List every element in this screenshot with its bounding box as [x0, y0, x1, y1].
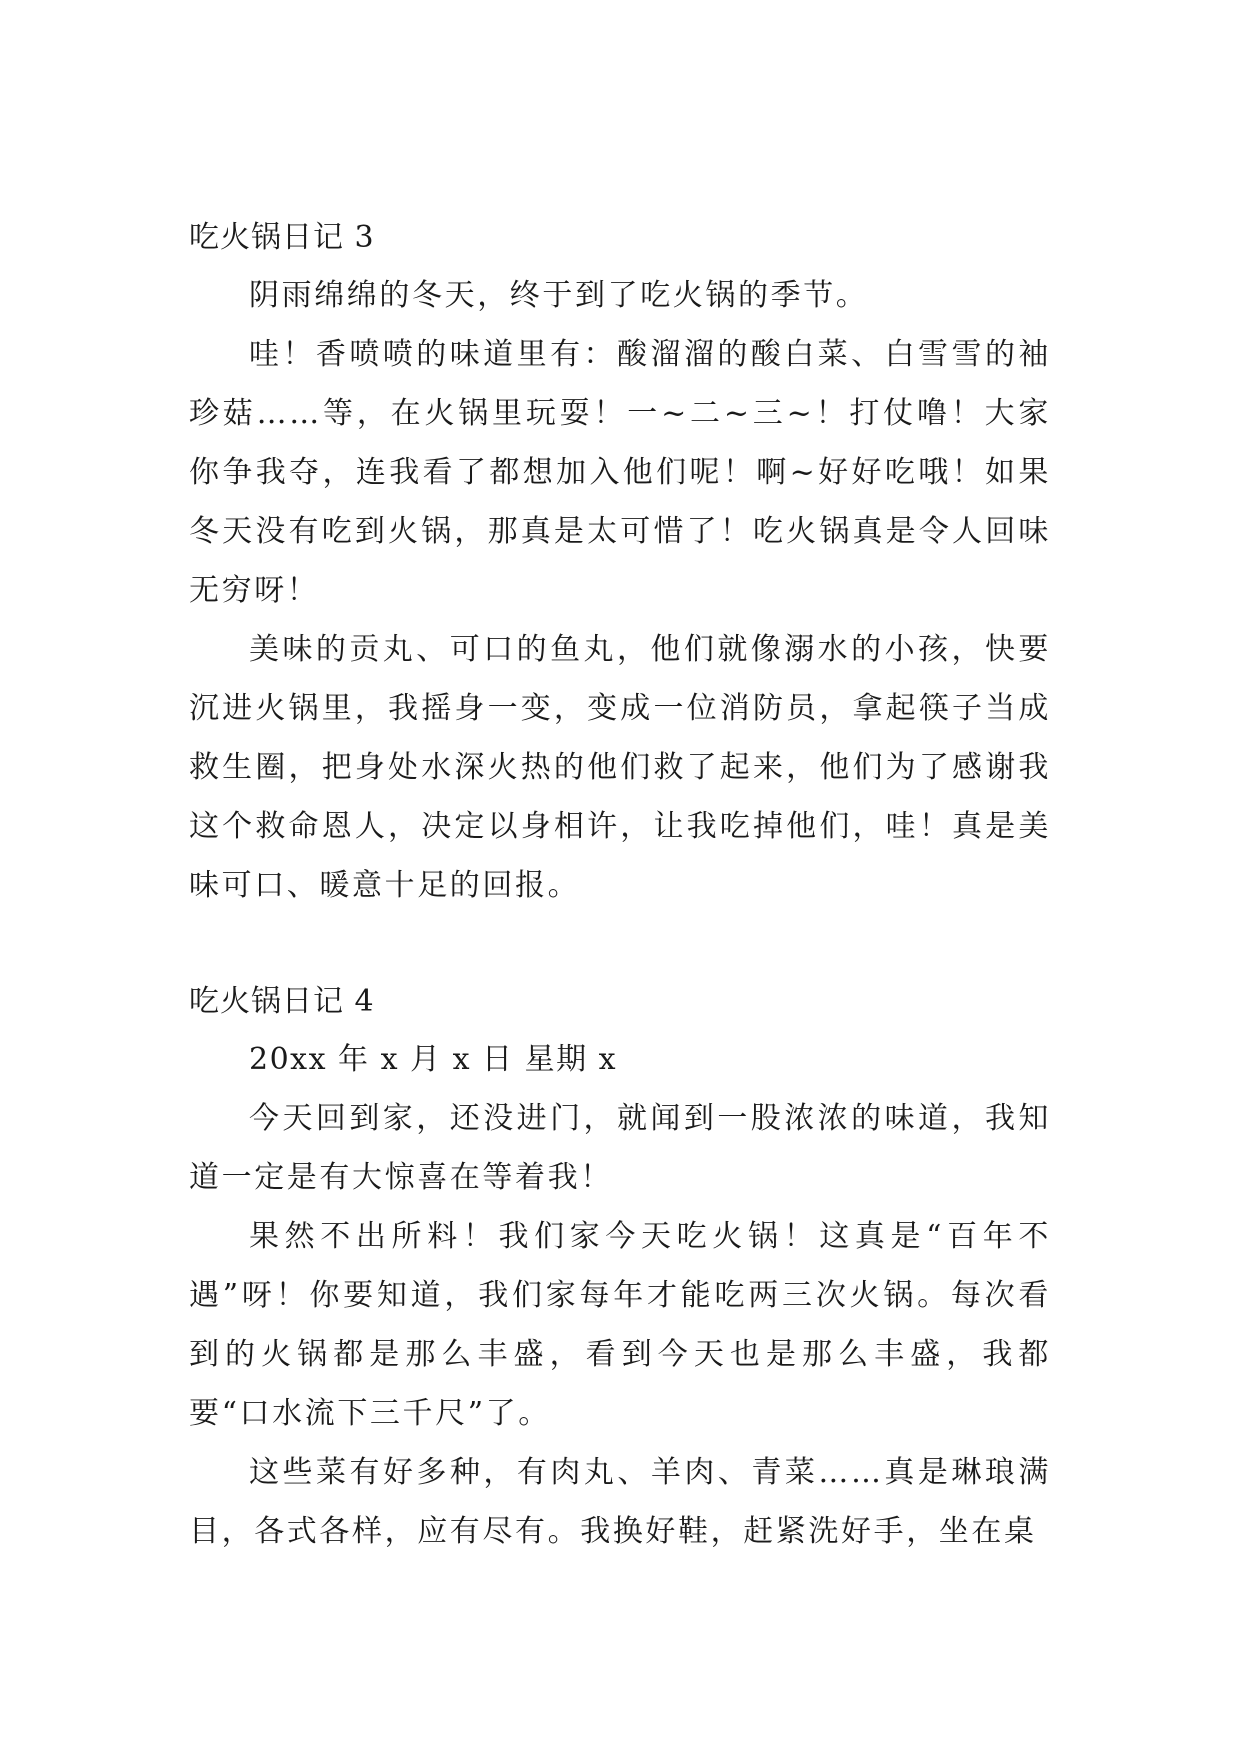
document-page — [189, 210, 1051, 1561]
diary-4-paragraph-1: 今天回到家，还没进门，就闻到一股浓浓的味道，我知道一定是有大惊喜在等着我！ — [189, 1101, 1051, 1195]
diary-3-paragraph-1: 阴雨绵绵的冬天，终于到了吃火锅的季节。 — [249, 278, 869, 313]
section-gap — [189, 915, 1051, 974]
diary-3-title: 吃火锅日记 3 — [189, 220, 375, 255]
diary-3-paragraph-2: 哇！香喷喷的味道里有：酸溜溜的酸白菜、白雪雪的袖珍菇……等，在火锅里玩耍！一~二~三~！打仗噜！大家你争我夺，连我看了都想加入他们呢！啊~好好吃哦！如果冬天没有吃到火锅，那真是太可惜了！吃火锅真是令人回味无穷呀！ — [189, 337, 1051, 608]
diary-4-title: 吃火锅日记 4 — [189, 984, 375, 1019]
diary-4-date: 20xx 年 x 月 x 日 星期 x — [249, 1042, 618, 1077]
diary-4-paragraph-2: 果然不出所料！我们家今天吃火锅！这真是“百年不遇”呀！你要知道，我们家每年才能吃两三次火锅。每次看到的火锅都是那么丰盛，看到今天也是那么丰盛，我都要“口水流下三千尺”了。 — [189, 1219, 1051, 1431]
diary-3-paragraph-3: 美味的贡丸、可口的鱼丸，他们就像溺水的小孩，快要沉进火锅里，我摇身一变，变成一位消防员，拿起筷子当成救生圈，把身处水深火热的他们救了起来，他们为了感谢我这个救命恩人，决定以身相许，让我吃掉他们，哇！真是美味可口、暖意十足的回报。 — [189, 632, 1051, 903]
diary-4-paragraph-3: 这些菜有好多种，有肉丸、羊肉、青菜……真是琳琅满目，各式各样，应有尽有。我换好鞋，赶紧洗好手，坐在桌 — [189, 1455, 1051, 1549]
